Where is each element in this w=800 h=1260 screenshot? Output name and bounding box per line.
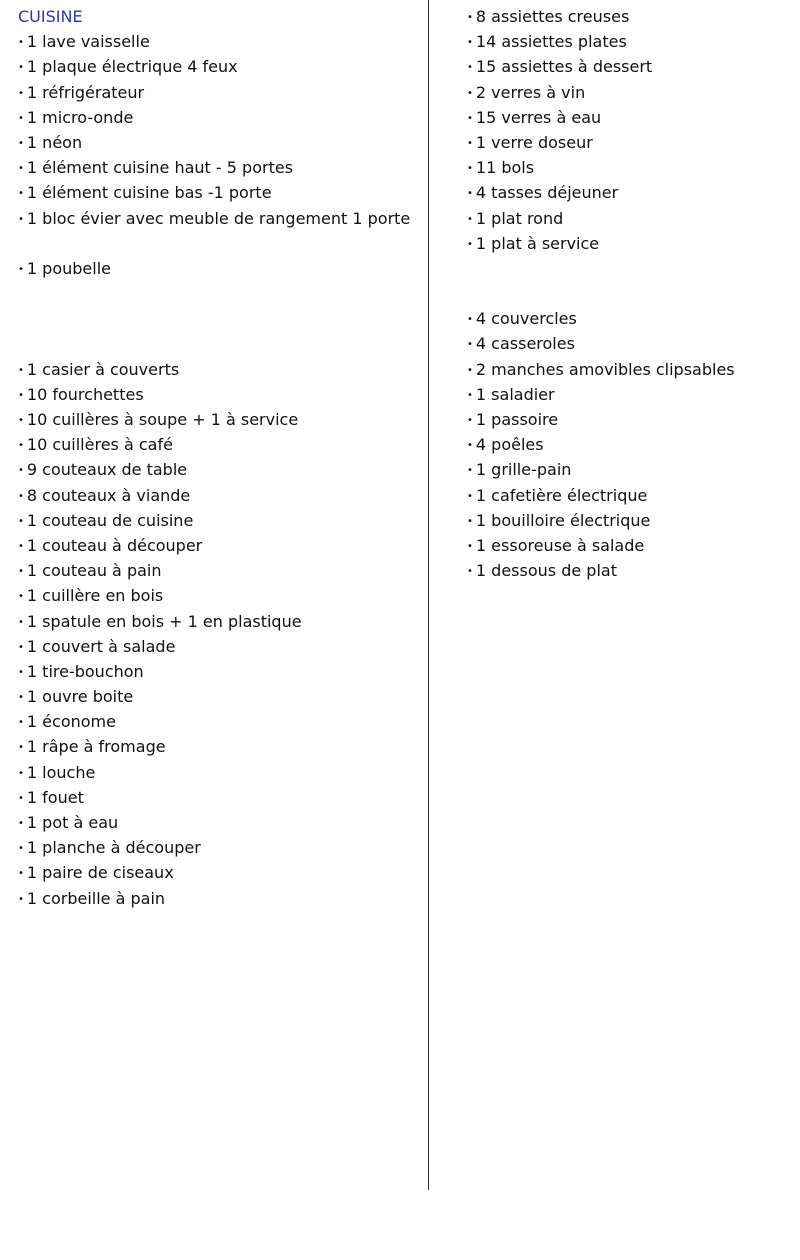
list-item-text: 1 corbeille à pain — [26, 888, 166, 908]
bullet-icon: • — [18, 37, 24, 49]
list-item — [467, 483, 797, 508]
list-item — [467, 432, 797, 457]
list-item-text: 1 couteau de cuisine — [26, 510, 194, 530]
right-group-cookware — [467, 306, 797, 583]
list-item-text: 10 fourchettes — [26, 384, 144, 404]
spacer — [18, 281, 428, 306]
list-item-text: 1 louche — [26, 762, 96, 782]
list-item — [467, 4, 797, 29]
list-item-text: 1 plaque électrique 4 feux — [26, 57, 238, 77]
bullet-icon: • — [467, 12, 473, 23]
column-divider — [428, 0, 429, 1190]
bullet-icon: • — [18, 616, 24, 628]
list-item — [18, 860, 428, 885]
list-item — [467, 206, 797, 231]
list-item-text: 1 râpe à fromage — [26, 737, 166, 757]
list-item-text: 1 verre doseur — [475, 132, 593, 152]
list-item — [18, 105, 428, 130]
bullet-icon: • — [18, 364, 24, 376]
bullet-icon: • — [18, 767, 24, 779]
bullet-icon: • — [18, 62, 24, 74]
bullet-icon: • — [18, 566, 24, 578]
list-item — [467, 130, 797, 155]
bullet-icon: • — [467, 62, 473, 74]
bullet-icon: • — [467, 465, 473, 477]
list-item-text: 1 ouvre boite — [26, 687, 134, 707]
list-item — [467, 457, 797, 482]
bullet-icon: • — [467, 137, 473, 149]
list-item — [18, 407, 428, 432]
list-item-text: 1 passoire — [475, 410, 559, 429]
list-item — [18, 684, 428, 709]
list-item-text: 11 bols — [475, 158, 535, 178]
list-item-text: 1 fouet — [26, 787, 84, 807]
bullet-icon: • — [18, 591, 24, 603]
list-item — [18, 785, 428, 810]
bullet-icon: • — [467, 515, 473, 527]
list-item-text: 1 lave vaisselle — [26, 32, 150, 52]
list-item-text: 1 paire de ciseaux — [26, 863, 174, 883]
list-item — [467, 29, 797, 54]
list-item — [18, 256, 428, 281]
spacer — [467, 256, 797, 281]
bullet-icon: • — [18, 440, 24, 452]
bullet-icon: • — [18, 792, 24, 804]
list-item — [18, 180, 428, 205]
bullet-icon: • — [467, 566, 473, 578]
spacer — [18, 306, 428, 331]
list-item-text: 10 cuillères à soupe + 1 à service — [26, 410, 299, 429]
bullet-icon: • — [18, 893, 24, 905]
list-item-text: 1 pot à eau — [26, 813, 119, 832]
bullet-icon: • — [467, 213, 473, 225]
list-item-text: 1 saladier — [475, 384, 555, 404]
list-item — [467, 105, 797, 130]
list-item — [467, 80, 797, 105]
list-item-text: 4 poêles — [475, 435, 544, 455]
list-item — [18, 886, 428, 911]
list-item-text: 1 planche à découper — [26, 838, 201, 858]
bullet-icon: • — [18, 490, 24, 502]
list-item-text: 8 couteaux à viande — [26, 485, 191, 505]
list-item-text: 1 couteau à découper — [26, 535, 203, 555]
list-item-text: 1 élément cuisine bas -1 porte — [26, 183, 272, 203]
list-item-text: 1 économe — [26, 712, 116, 732]
list-item-text: 8 assiettes creuses — [475, 7, 630, 26]
list-item-text: 1 grille-pain — [475, 460, 572, 480]
list-item — [18, 432, 428, 457]
list-item-text: 1 casier à couverts — [26, 359, 180, 379]
left-group-bin — [18, 256, 428, 281]
bullet-icon: • — [467, 440, 473, 452]
list-item-text: 1 poubelle — [26, 258, 111, 278]
list-item-text: 1 dessous de plat — [475, 561, 617, 581]
bullet-icon: • — [18, 843, 24, 855]
list-item-text: 1 bloc évier avec meuble de rangement 1 porte — [26, 208, 411, 228]
list-item — [18, 457, 428, 482]
list-item-text: 1 tire-bouchon — [26, 661, 144, 681]
list-item-text: 15 verres à eau — [475, 107, 602, 127]
spacer — [18, 231, 428, 256]
list-item-text: 1 micro-onde — [26, 107, 134, 127]
bullet-icon: • — [467, 490, 473, 502]
list-item — [467, 180, 797, 205]
list-item — [467, 382, 797, 407]
list-item — [18, 80, 428, 105]
list-item — [18, 130, 428, 155]
bullet-icon: • — [467, 314, 473, 326]
bullet-icon: • — [18, 692, 24, 704]
bullet-icon: • — [18, 87, 24, 99]
list-item — [18, 508, 428, 533]
list-item — [18, 206, 428, 231]
list-item — [467, 155, 797, 180]
list-item-text: 14 assiettes plates — [475, 32, 627, 52]
left-group-appliances — [18, 29, 428, 231]
bullet-icon: • — [467, 540, 473, 552]
list-item-text: 1 couvert à salade — [26, 636, 176, 656]
bullet-icon: • — [18, 137, 24, 149]
list-item-text: 1 bouilloire électrique — [475, 510, 651, 530]
list-item-text: 4 casseroles — [475, 334, 575, 354]
bullet-icon: • — [18, 213, 24, 225]
list-item — [467, 306, 797, 331]
list-item — [18, 709, 428, 734]
list-item-text: 2 manches amovibles clipsables — [475, 359, 735, 379]
bullet-icon: • — [18, 742, 24, 754]
list-item-text: 4 tasses déjeuner — [475, 183, 619, 203]
bullet-icon: • — [18, 540, 24, 552]
right-group-tableware — [467, 4, 797, 256]
bullet-icon: • — [18, 515, 24, 527]
list-item — [467, 407, 797, 432]
section-title: CUISINE — [18, 7, 83, 26]
list-item — [18, 734, 428, 759]
list-item — [18, 382, 428, 407]
list-item-text: 1 élément cuisine haut - 5 portes — [26, 158, 294, 178]
list-item-text: 1 essoreuse à salade — [475, 535, 645, 555]
bullet-icon: • — [467, 364, 473, 376]
list-item — [18, 659, 428, 684]
list-item — [18, 54, 428, 79]
bullet-icon: • — [467, 112, 473, 124]
list-item-text: 10 cuillères à café — [26, 435, 173, 455]
bullet-icon: • — [467, 188, 473, 200]
list-item — [18, 835, 428, 860]
bullet-icon: • — [467, 389, 473, 401]
spacer — [18, 331, 428, 356]
bullet-icon: • — [18, 641, 24, 653]
spacer — [467, 281, 797, 306]
right-column — [467, 4, 797, 583]
list-item — [18, 634, 428, 659]
bullet-icon: • — [18, 666, 24, 678]
list-item — [18, 155, 428, 180]
bullet-icon: • — [18, 389, 24, 401]
list-item-text: 4 couvercles — [475, 309, 577, 329]
list-item — [467, 508, 797, 533]
list-item — [18, 558, 428, 583]
list-item-text: 1 néon — [26, 132, 83, 152]
list-item — [467, 231, 797, 256]
list-item — [18, 483, 428, 508]
bullet-icon: • — [18, 415, 24, 426]
bullet-icon: • — [18, 263, 24, 275]
bullet-icon: • — [467, 339, 473, 351]
list-item — [467, 331, 797, 356]
list-item — [18, 760, 428, 785]
list-item-text: 1 plat rond — [475, 208, 564, 228]
list-item — [467, 357, 797, 382]
list-item — [18, 29, 428, 54]
list-item — [18, 533, 428, 558]
list-item-text: 9 couteaux de table — [26, 460, 188, 480]
list-item-text: 1 couteau à pain — [26, 561, 162, 581]
list-item-text: 15 assiettes à dessert — [475, 57, 653, 77]
bullet-icon: • — [467, 37, 473, 49]
list-item — [18, 810, 428, 835]
bullet-icon: • — [18, 818, 24, 829]
bullet-icon: • — [18, 188, 24, 200]
list-item-text: 2 verres à vin — [475, 82, 586, 102]
bullet-icon: • — [18, 163, 24, 175]
bullet-icon: • — [18, 868, 24, 880]
list-item-text: 1 spatule en bois + 1 en plastique — [26, 611, 302, 631]
list-item-text: 1 cafetière électrique — [475, 485, 648, 505]
bullet-icon: • — [467, 238, 473, 250]
list-item-text: 1 plat à service — [475, 233, 600, 253]
bullet-icon: • — [18, 717, 24, 729]
bullet-icon: • — [18, 465, 24, 477]
bullet-icon: • — [467, 415, 473, 426]
list-item-text: 1 réfrigérateur — [26, 82, 145, 102]
list-item — [18, 357, 428, 382]
list-item — [467, 558, 797, 583]
bullet-icon: • — [467, 163, 473, 175]
bullet-icon: • — [18, 112, 24, 124]
list-item — [467, 533, 797, 558]
left-group-utensils — [18, 357, 428, 911]
list-item — [18, 583, 428, 608]
list-item — [467, 54, 797, 79]
bullet-icon: • — [467, 87, 473, 99]
left-column — [18, 4, 428, 911]
list-item — [18, 609, 428, 634]
list-item-text: 1 cuillère en bois — [26, 586, 164, 606]
